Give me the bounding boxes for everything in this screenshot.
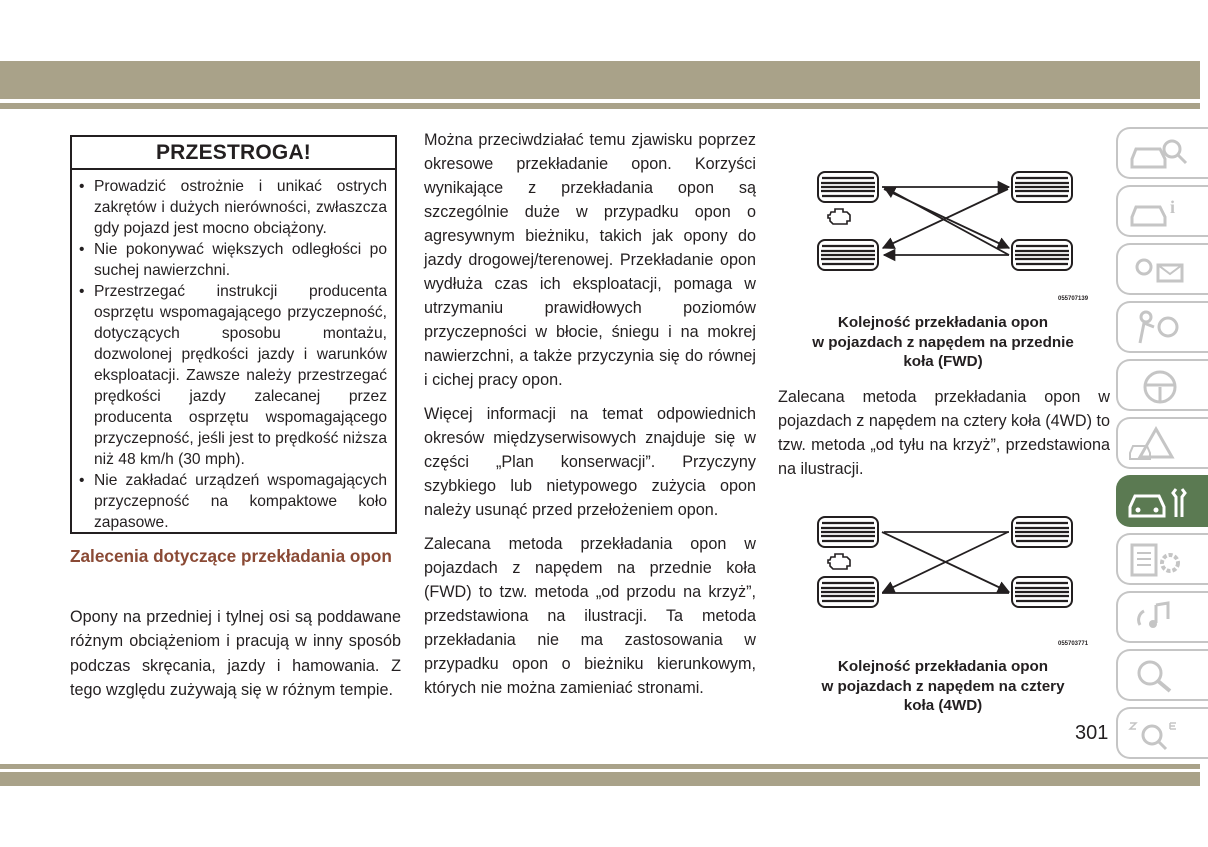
tab-warning-lights[interactable] (1116, 243, 1208, 295)
figure-code: 055707139 (1058, 296, 1089, 302)
figure-caption-4wd: Kolejność przekładania opon w pojazdach z napędem na cztery koła (4WD) (821, 658, 1065, 714)
header-band (0, 61, 1200, 99)
paragraph: Więcej informacji na temat odpowiednich okresów międzyserwisowych znajduje się w części „Plan konserwacji”. Przyczyny szybkiego lub nietypowego zużycia opon należy usunąć przed przełożeniem opon. (424, 405, 756, 519)
warning-item: • Przestrzegać instrukcji producenta osprzętu wspomagającego przyczepność, dotyczących sposobu montażu, dozwolonej prędkości jazdy i warunków eksploatacji. Zawsze należy przestrzegać prędkości jazdy zalecanej przez producenta osprzętu wspomagającego przyczepność, jeśli jest to prędkość niższa niż 48 km/h (30 mph). (94, 281, 387, 470)
footer-rule (0, 764, 1200, 769)
tire-rear-right (1012, 577, 1072, 607)
fwd-rotation-diagram (812, 160, 1089, 306)
tab-multimedia[interactable] (1116, 591, 1208, 643)
figure-code: 055703771 (1058, 641, 1089, 647)
tire-rear-left (818, 240, 878, 270)
car-wrench-icon (1126, 483, 1196, 521)
tire-front-right (1012, 172, 1072, 202)
search-icon (1126, 657, 1196, 695)
tab-car-search[interactable] (1116, 127, 1208, 179)
intro-paragraph: Opony na przedniej i tylnej osi są poddawane różnym obciążeniom i pracują w inny sposób podczas skręcania, jazdy i hamowania. Z tego względu zużywają się w różnym tempie. (70, 608, 401, 700)
warning-triangle-car-icon (1126, 425, 1196, 463)
steering-wheel-icon (1126, 367, 1196, 405)
alphabet-index-icon (1126, 715, 1196, 753)
awd-rotation-diagram (812, 505, 1089, 651)
car-info-icon (1126, 193, 1196, 231)
tab-alphabet-index[interactable] (1116, 707, 1208, 759)
tab-emergency[interactable] (1116, 417, 1208, 469)
tab-safety[interactable] (1116, 301, 1208, 353)
car-search-icon (1126, 135, 1196, 173)
tire-rear-left (818, 577, 878, 607)
page-number: 301 (1075, 722, 1109, 744)
footer-band (0, 772, 1200, 786)
engine-icon (828, 209, 850, 224)
paragraph: Zalecana metoda przekładania opon w pojazdach z napędem na cztery koła (4WD) to tzw. metoda „od tyłu na krzyż”, przedstawiona na ilustracji. (778, 388, 1111, 478)
paragraph: Można przeciwdziałać temu zjawisku poprzez okresowe przekładanie opon. Korzyści wynikające z przekładania opon są szczególnie duże w przypadku opon o agresywnym bieżniku, takich jak opony do jazdy drogowej/terenowej. Przekładanie opon wydłuża czas ich eksploatacji, pomaga w utrzymaniu prawidłowych poziomów przyczepności w błocie, śniegu i na mokrej nawierzchni, a także przyczynia się do równej i cichej pracy opon. (424, 131, 756, 389)
warning-list (72, 170, 395, 533)
tab-servicing[interactable] (1116, 475, 1208, 527)
specifications-gear-icon (1126, 541, 1196, 579)
warning-title: PRZESTROGA! (72, 137, 395, 170)
warning-box (70, 135, 397, 534)
tab-index-search[interactable] (1116, 649, 1208, 701)
tire-front-left (818, 172, 878, 202)
tab-specifications[interactable] (1116, 533, 1208, 585)
warning-item: • Prowadzić ostrożnie i unikać ostrych zakrętów i dużych nierówności, zwłaszcza gdy pojazd jest mocno obciążony. (94, 176, 387, 239)
tab-driving[interactable] (1116, 359, 1208, 411)
header-rule (0, 103, 1200, 109)
tire-rear-right (1012, 240, 1072, 270)
warning-item: • Nie zakładać urządzeń wspomagających przyczepność na kompaktowe koło zapasowe. (94, 470, 387, 533)
engine-icon (828, 554, 850, 569)
multimedia-icon (1126, 599, 1196, 637)
column-2 (424, 128, 756, 710)
airbag-icon (1126, 309, 1196, 347)
warning-item: • Nie pokonywać większych odległości po suchej nawierzchni. (94, 239, 387, 281)
tire-front-right (1012, 517, 1072, 547)
section-heading: Zalecenia dotyczące przekładania opon (70, 546, 392, 566)
paragraph: Zalecana metoda przekładania opon w pojazdach z napędem na przednie koła (FWD) to tzw. metoda „od przodu na krzyż”, przedstawiona na ilustracji. Ta metoda przekładania nie ma zastosowania w przypadku opon o bieżniku kierunkowym, których nie można zamieniać stronami. (424, 535, 756, 697)
svg-text:i: i (1170, 197, 1176, 217)
figure-caption-fwd: Kolejność przekładania opon w pojazdach z napędem na przednie koła (FWD) (812, 314, 1074, 370)
warning-light-message-icon (1126, 251, 1196, 289)
tab-car-info[interactable] (1116, 185, 1208, 237)
tire-front-left (818, 517, 878, 547)
